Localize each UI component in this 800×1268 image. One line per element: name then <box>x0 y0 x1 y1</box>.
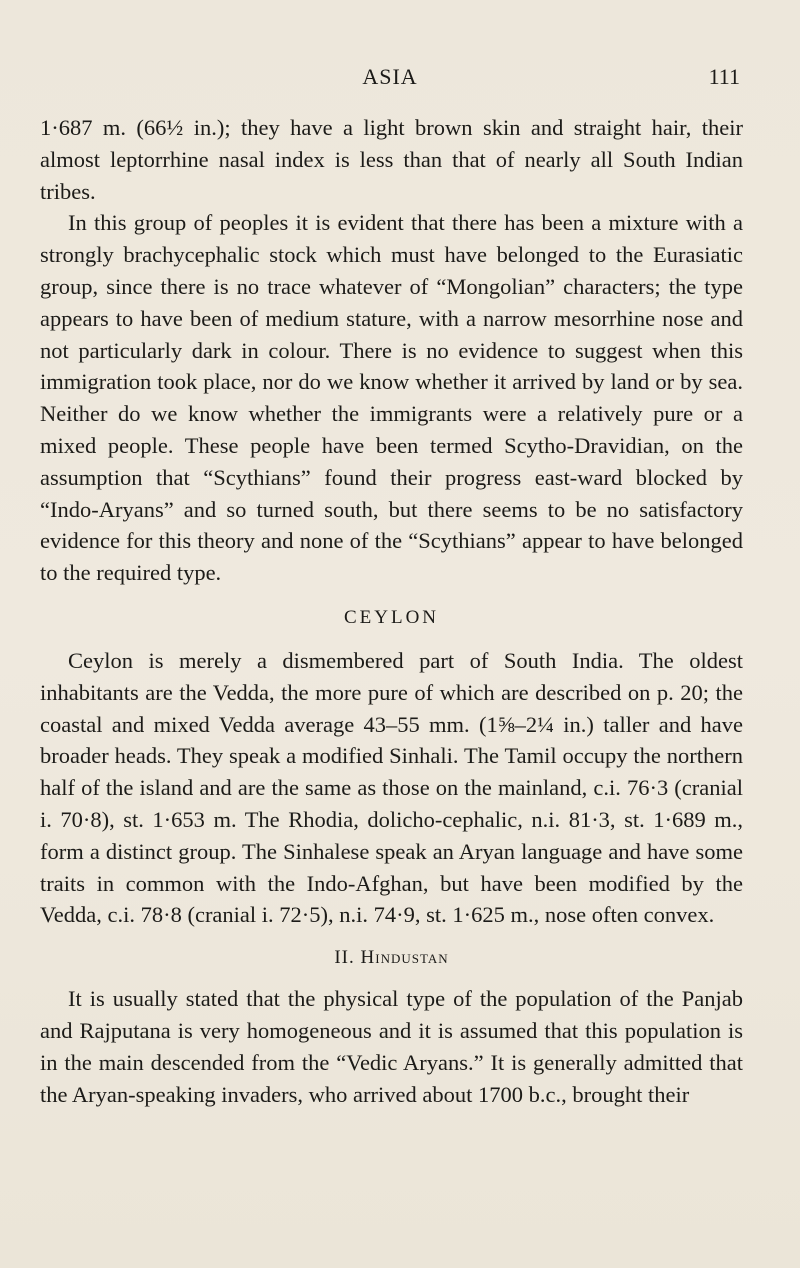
section-heading-ceylon: CEYLON <box>343 606 440 628</box>
paragraph-ceylon: Ceylon is merely a dismembered part of South India. The oldest inhabitants are the Vedda, the more pure of which are described on p. 20; the coastal and mixed Vedda average 43–55 mm. (1⅝–2¼ in.) taller and have broader heads. They speak a modified Sinhali. The Tamil occupy the northern half of the island and are the same as those on the mainland, c.i. 76·3 (cranial i. 70·8), st. 1·653 m. The Rhodia, dolicho-cephalic, n.i. 81·3, st. 1·689 m., form a distinct group. The Sinhalese speak an Aryan language and have some traits in common with the Indo-Afghan, but have been modified by the Vedda, c.i. 78·8 (cranial i. 72·5), n.i. 74·9, st. 1·625 m., nose often convex. <box>40 647 743 928</box>
running-title: ASIA <box>362 64 418 89</box>
paragraph-hindustan: It is usually stated that the physical type of the population of the Panjab and Rajputana is very homogeneous and it is assumed that this population is in the main descended from the “Vedic Aryans.” It is generally admitted that the Aryan-speaking invaders, who arrived about 1700 b.c., brought their <box>40 986 743 1107</box>
paragraph-continuation: 1·687 m. (66½ in.); they have a light brown skin and straight hair, their almost leptorrhine nasal index is less than that of nearly all South Indian tribes. <box>40 115 743 204</box>
running-header <box>40 64 740 94</box>
paragraph-scytho-dravidian: In this group of peoples it is evident that there has been a mixture with a strongly brachycephalic stock which must have belonged to the Eurasiatic group, since there is no trace whatever of “Mongolian” characters; the type appears to have been of medium stature, with a narrow mesorrhine nose and not particularly dark in colour. There is no evidence to suggest when this immigration took place, nor do we know whether it arrived by land or by sea. Neither do we know whether the immigrants were a relatively pure or a mixed people. These people have been termed Scytho-Dravidian, on the assumption that “Scythians” found their progress east-ward blocked by “Indo-Aryans” and so turned south, but there seems to be no satisfactory evidence for this theory and none of the “Scythians” appear to have belonged to the required type. <box>40 210 743 586</box>
section-heading-hindustan: II. Hindustan <box>334 947 449 969</box>
body-text <box>40 112 743 1110</box>
page-number: 111 <box>708 64 740 89</box>
